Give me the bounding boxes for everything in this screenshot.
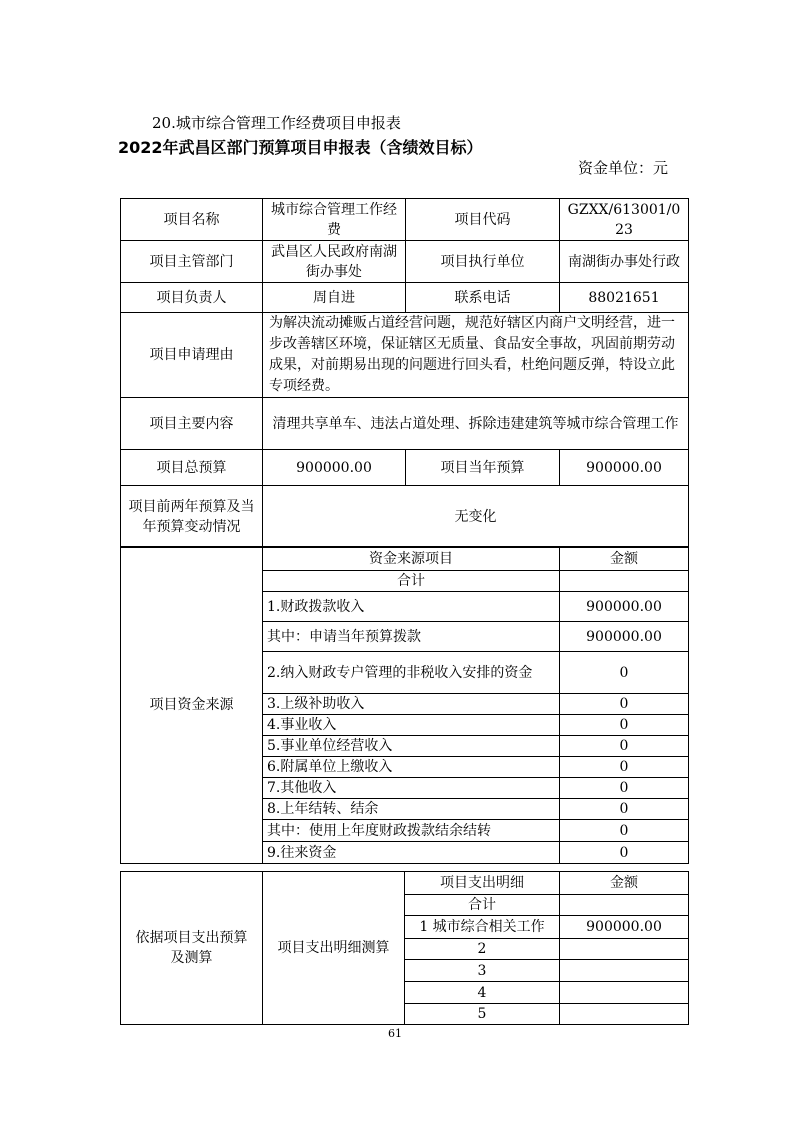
phone-value: 88021651 bbox=[560, 283, 689, 313]
funding-item: 3.上级补助收入 bbox=[263, 694, 560, 715]
expenditure-amount-header: 金额 bbox=[560, 872, 689, 895]
funding-item: 其中：使用上年度财政拨款结余结转 bbox=[263, 820, 560, 842]
application-reason-value: 为解决流动摊贩占道经营问题，规范好辖区内商户文明经营，进一步改善辖区环境，保证辖区无质量、食品安全事故，巩固前期劳动成果，对前期易出现的问题进行回头看，杜绝问题反弹，特设立此专项经费。 bbox=[263, 313, 689, 398]
expenditure-item: 合计 bbox=[405, 895, 560, 916]
total-budget-value: 900000.00 bbox=[263, 450, 406, 486]
funding-amount: 0 bbox=[560, 652, 689, 694]
project-leader-value: 周自进 bbox=[263, 283, 406, 313]
expenditure-detail-label: 项目支出明细测算 bbox=[263, 872, 405, 1025]
table-row bbox=[121, 283, 689, 313]
funding-item: 9.往来资金 bbox=[263, 842, 560, 864]
funding-item: 8.上年结转、结余 bbox=[263, 799, 560, 820]
funding-item: 其中：申请当年预算拨款 bbox=[263, 622, 560, 652]
budget-change-value: 无变化 bbox=[263, 486, 689, 548]
project-code-label: 项目代码 bbox=[406, 199, 560, 241]
project-code-value: GZXX/613001/023 bbox=[560, 199, 689, 241]
year-budget-value: 900000.00 bbox=[560, 450, 689, 486]
executing-unit-value: 南湖街办事处行政 bbox=[560, 241, 689, 283]
funding-amount: 0 bbox=[560, 778, 689, 799]
funding-amount: 900000.00 bbox=[560, 622, 689, 652]
table-row bbox=[121, 486, 689, 548]
project-info-table bbox=[120, 198, 689, 548]
funding-item: 2.纳入财政专户管理的非税收入安排的资金 bbox=[263, 652, 560, 694]
table-row bbox=[121, 398, 689, 450]
funding-item-header: 资金来源项目 bbox=[263, 547, 560, 571]
funding-amount: 900000.00 bbox=[560, 592, 689, 622]
project-leader-label: 项目负责人 bbox=[121, 283, 263, 313]
funding-amount bbox=[560, 571, 689, 592]
funding-item: 1.财政拨款收入 bbox=[263, 592, 560, 622]
funding-source-table bbox=[120, 546, 689, 864]
supervising-dept-label: 项目主管部门 bbox=[121, 241, 263, 283]
expenditure-amount bbox=[560, 895, 689, 916]
currency-unit: 资金单位：元 bbox=[578, 159, 669, 177]
year-budget-label: 项目当年预算 bbox=[406, 450, 560, 486]
funding-item: 4.事业收入 bbox=[263, 715, 560, 736]
expenditure-item: 5 bbox=[405, 1004, 560, 1025]
total-budget-label: 项目总预算 bbox=[121, 450, 263, 486]
expenditure-amount bbox=[560, 1004, 689, 1025]
funding-item: 6.附属单位上缴收入 bbox=[263, 757, 560, 778]
executing-unit-label: 项目执行单位 bbox=[406, 241, 560, 283]
project-name-label: 项目名称 bbox=[121, 199, 263, 241]
funding-amount: 0 bbox=[560, 842, 689, 864]
table-row bbox=[121, 241, 689, 283]
funding-amount-header: 金额 bbox=[560, 547, 689, 571]
funding-amount: 0 bbox=[560, 799, 689, 820]
expenditure-amount: 900000.00 bbox=[560, 916, 689, 939]
main-content-label: 项目主要内容 bbox=[121, 398, 263, 450]
funding-item: 合计 bbox=[263, 571, 560, 592]
table-row bbox=[121, 313, 689, 398]
project-name-value: 城市综合管理工作经费 bbox=[263, 199, 406, 241]
funding-amount: 0 bbox=[560, 694, 689, 715]
supervising-dept-value: 武昌区人民政府南湖街办事处 bbox=[263, 241, 406, 283]
expenditure-table bbox=[120, 871, 689, 1025]
expenditure-amount bbox=[560, 939, 689, 960]
funding-amount: 0 bbox=[560, 757, 689, 778]
budget-change-label: 项目前两年预算及当年预算变动情况 bbox=[121, 486, 263, 548]
funding-item: 7.其他收入 bbox=[263, 778, 560, 799]
page-number: 61 bbox=[388, 1027, 402, 1040]
expenditure-item: 4 bbox=[405, 982, 560, 1004]
main-content-value: 清理共享单车、违法占道处理、拆除违建建筑等城市综合管理工作 bbox=[263, 398, 689, 450]
expenditure-item-header: 项目支出明细 bbox=[405, 872, 560, 895]
funding-amount: 0 bbox=[560, 715, 689, 736]
expenditure-amount bbox=[560, 982, 689, 1004]
expenditure-basis-label: 依据项目支出预算及测算 bbox=[121, 872, 263, 1025]
application-reason-label: 项目申请理由 bbox=[121, 313, 263, 398]
form-title: 2022年武昌区部门预算项目申报表（含绩效目标） bbox=[118, 138, 483, 157]
table-row bbox=[121, 547, 689, 571]
funding-amount: 0 bbox=[560, 820, 689, 842]
table-row bbox=[121, 199, 689, 241]
funding-source-label: 项目资金来源 bbox=[121, 547, 263, 864]
funding-amount: 0 bbox=[560, 736, 689, 757]
expenditure-item: 1 城市综合相关工作 bbox=[405, 916, 560, 939]
table-row bbox=[121, 450, 689, 486]
expenditure-item: 2 bbox=[405, 939, 560, 960]
phone-label: 联系电话 bbox=[406, 283, 560, 313]
funding-item: 5.事业单位经营收入 bbox=[263, 736, 560, 757]
section-heading: 20.城市综合管理工作经费项目申报表 bbox=[152, 114, 401, 132]
expenditure-amount bbox=[560, 960, 689, 982]
table-row bbox=[121, 872, 689, 895]
expenditure-item: 3 bbox=[405, 960, 560, 982]
